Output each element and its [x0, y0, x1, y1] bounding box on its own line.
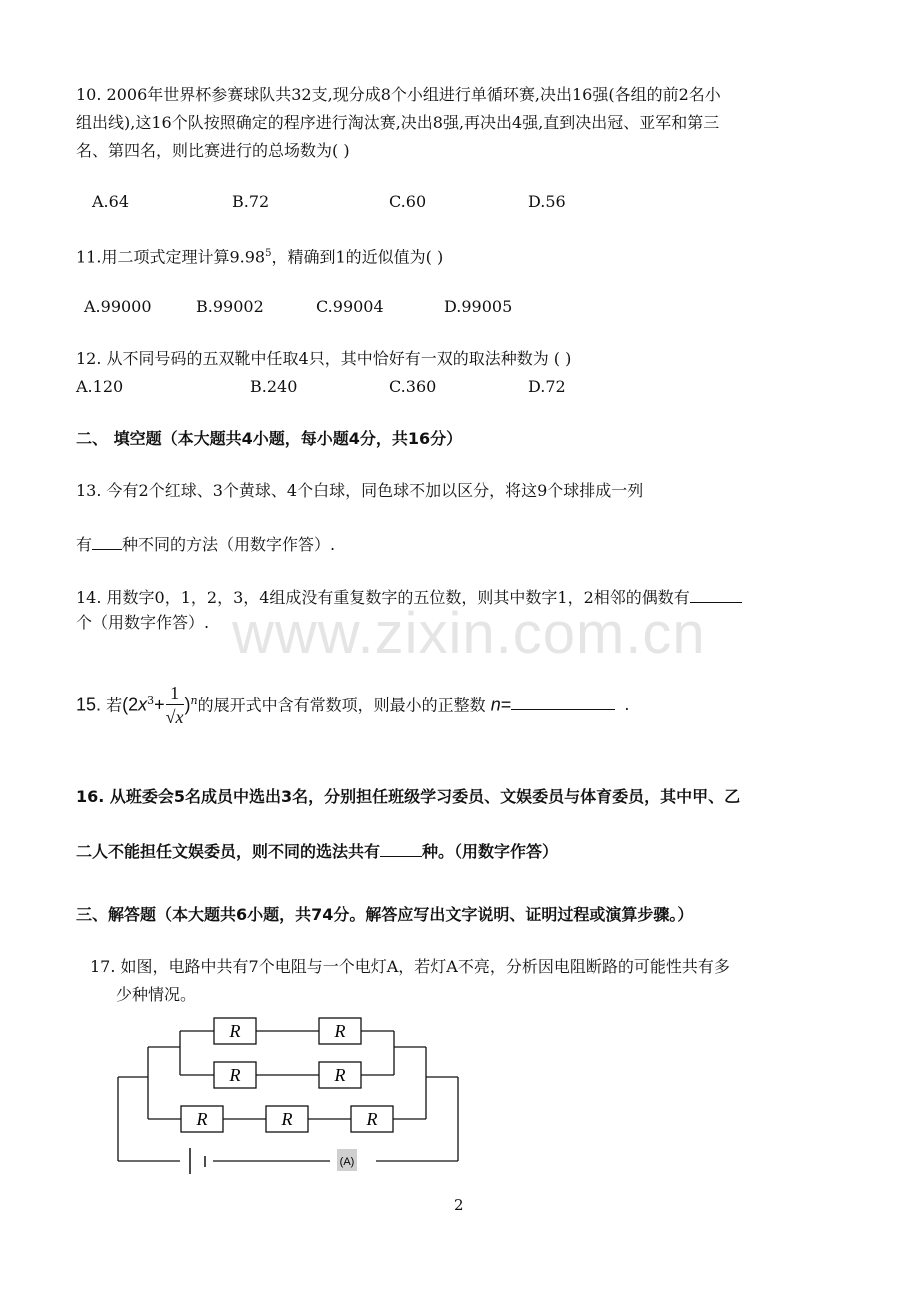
- resistor-3-label: R: [229, 1065, 241, 1085]
- q15-close-paren: ): [184, 694, 191, 715]
- q12-stem: 12. 从不同号码的五双靴中任取4只，其中恰好有一双的取法种数为 ( ): [76, 349, 572, 368]
- q16-line-1: 16. 从班委会5名成员中选出3名，分别担任班级学习委员、文娱委员与体育委员，其中甲、乙: [76, 787, 741, 806]
- q15-equals: =: [500, 694, 512, 715]
- q15-power-3: 3: [147, 694, 155, 707]
- q12-option-b: B.240: [250, 377, 298, 396]
- q17-line-2: 少种情况。: [116, 985, 197, 1004]
- q10-option-a: A.64: [92, 192, 129, 211]
- q12-option-a: A.120: [76, 377, 124, 396]
- q15-var-n: n: [490, 694, 501, 715]
- q11-option-d: D.99005: [444, 297, 513, 316]
- q11-suffix: ，精确到1的近似值为( ): [271, 247, 444, 267]
- resistor-6-label: R: [281, 1109, 293, 1129]
- q13-line-2-start: 有: [76, 535, 93, 554]
- resistor-4-label: R: [334, 1065, 346, 1085]
- q11-prefix: 11.用二项式定理计算9.98: [76, 247, 266, 267]
- q15-fraction-denominator: √x: [165, 707, 184, 728]
- resistor-2-label: R: [334, 1021, 346, 1041]
- resistor-5-label: R: [196, 1109, 208, 1129]
- q15-fraction-numerator: 1: [166, 682, 184, 705]
- q12-option-d: D.72: [528, 377, 566, 396]
- q13-line-1: 13. 今有2个红球、3个黄球、4个白球，同色球不加以区分，将这9个球排成一列: [76, 481, 644, 500]
- q17-line-1: 17. 如图，电路中共有7个电阻与一个电灯A，若灯A不亮，分析因电阻断路的可能性共有多: [90, 957, 730, 976]
- watermark: www.zixin.com.cn: [232, 601, 706, 666]
- q11-option-a: A.99000: [84, 297, 152, 316]
- q16-line-2-end: 种。（用数字作答）: [422, 842, 559, 861]
- q15-number: 15.: [76, 694, 102, 715]
- resistor-7-label: R: [366, 1109, 378, 1129]
- q10-option-d: D.56: [528, 192, 566, 211]
- page-number: 2: [454, 1196, 464, 1214]
- q15-power-n: n: [190, 694, 198, 707]
- q13-line-2-end: 种不同的方法（用数字作答）.: [122, 535, 336, 554]
- q15-plus: +: [154, 694, 165, 715]
- q10-line-1: 10. 2006年世界杯参赛球队共32支,现分成8个小组进行单循环赛,决出16强(各组的前2名小: [76, 85, 721, 104]
- section-3-heading: 三、解答题（本大题共6小题，共74分。解答应写出文字说明、证明过程或演算步骤。）: [76, 905, 694, 924]
- q10-option-b: B.72: [232, 192, 270, 211]
- section-2-heading: 二、 填空题（本大题共4小题，每小题4分，共16分）: [76, 429, 463, 448]
- resistor-1-label: R: [229, 1021, 241, 1041]
- q15-period: .: [624, 695, 630, 715]
- q14-line-2: 个（用数字作答）.: [76, 613, 210, 632]
- lamp-label: (A): [339, 1156, 355, 1168]
- q11-option-b: B.99002: [196, 297, 264, 316]
- q10-option-c: C.60: [389, 192, 427, 211]
- q11-option-c: C.99004: [316, 297, 384, 316]
- q16-line-2-start: 二人不能担任文娱委员，则不同的选法共有: [76, 842, 381, 861]
- q15-expr-left: (2: [122, 694, 139, 715]
- q15-var-x: x: [138, 694, 148, 715]
- q15-ruo: 若: [106, 695, 123, 715]
- q14-line-1-text: 14. 用数字0，1，2，3，4组成没有重复数字的五位数，则其中数字1，2相邻的偶数有: [76, 588, 690, 607]
- q12-option-c: C.360: [389, 377, 437, 396]
- q11-exponent: 5: [265, 248, 272, 259]
- q10-line-3: 名、第四名，则比赛进行的总场数为( ): [76, 141, 350, 160]
- q10-line-2: 组出线),这16个队按照确定的程序进行淘汰赛,决出8强,再决出4强,直到决出冠、亚军和第三: [76, 113, 720, 132]
- q15-text: 的展开式中含有常数项，则最小的正整数: [197, 695, 486, 715]
